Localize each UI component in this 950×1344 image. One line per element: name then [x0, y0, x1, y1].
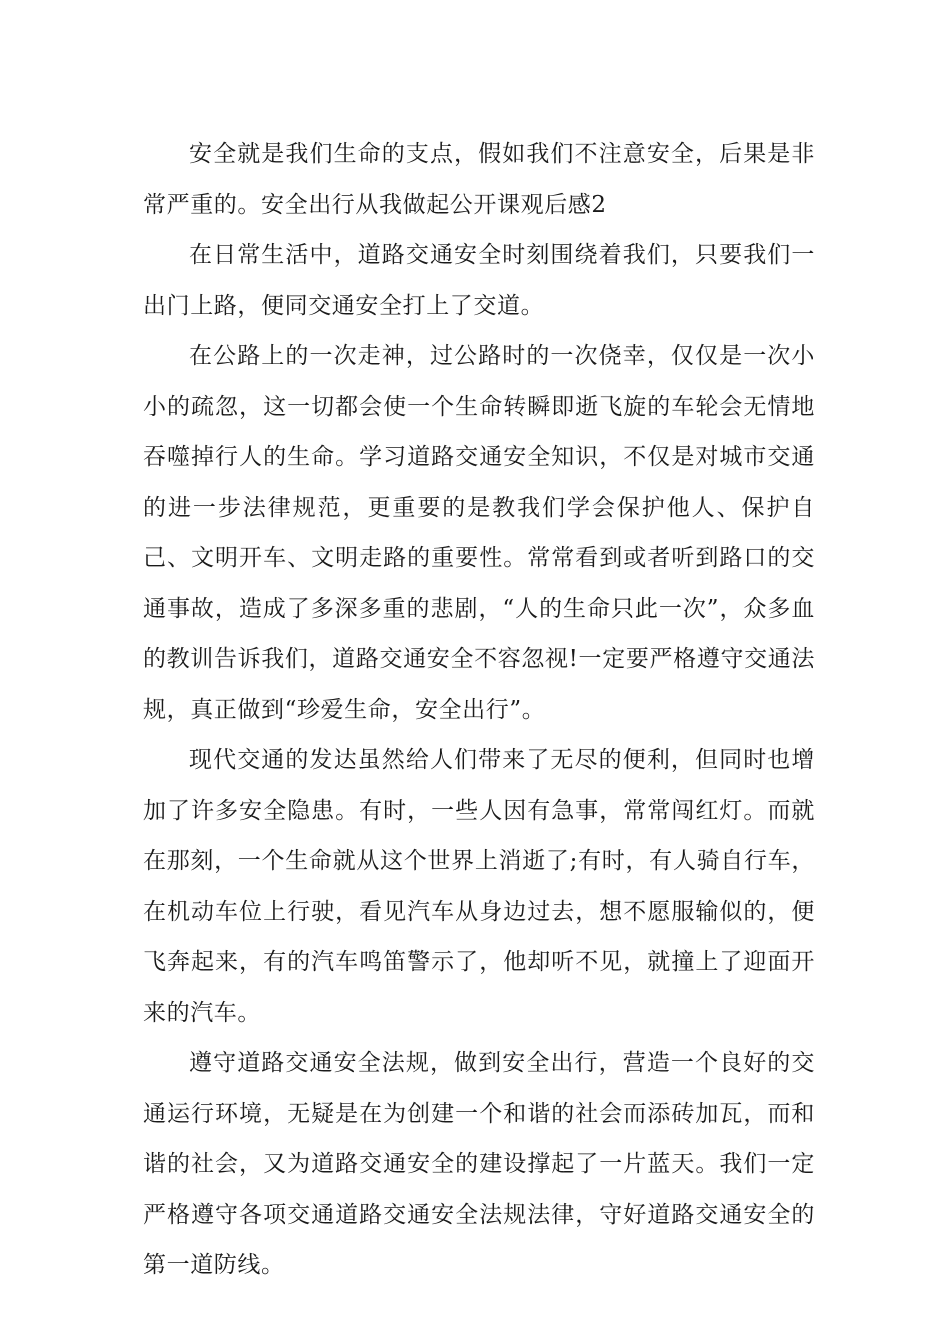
paragraph-4: 现代交通的发达虽然给人们带来了无尽的便利，但同时也增加了许多安全隐患。有时，一些人因有急事，常常闯红灯。而就在那刻，一个生命就从这个世界上消逝了;有时，有人骑自行车，在机动车位上行驶，看见汽车从身边过去，想不愿服输似的，便飞奔起来，有的汽车鸣笛警示了，他却听不见，就撞上了迎面开来的汽车。 [143, 747, 815, 1026]
paragraph-1: 安全就是我们生命的支点，假如我们不注意安全，后果是非常严重的。安全出行从我做起公开课观后感2 [143, 141, 815, 218]
paragraph-5: 遵守道路交通安全法规，做到安全出行，营造一个良好的交通运行环境，无疑是在为创建一个和谐的社会而添砖加瓦，而和谐的社会，又为道路交通安全的建设撑起了一片蓝天。我们一定严格遵守各项交通道路交通安全法规法律，守好道路交通安全的第一道防线。 [143, 1050, 815, 1278]
document-body [143, 129, 815, 1291]
paragraph-2: 在日常生活中，道路交通安全时刻围绕着我们，只要我们一出门上路，便同交通安全打上了交道。 [143, 242, 815, 319]
paragraph-3: 在公路上的一次走神，过公路时的一次侥幸，仅仅是一次小小的疏忽，这一切都会使一个生命转瞬即逝飞旋的车轮会无情地吞噬掉行人的生命。学习道路交通安全知识，不仅是对城市交通的进一步法律规范，更重要的是教我们学会保护他人、保护自己、文明开车、文明走路的重要性。常常看到或者听到路口的交通事故，造成了多深多重的悲剧，“人的生命只此一次”，众多血的教训告诉我们，道路交通安全不容忽视!一定要严格遵守交通法规，真正做到“珍爱生命，安全出行”。 [143, 343, 815, 723]
